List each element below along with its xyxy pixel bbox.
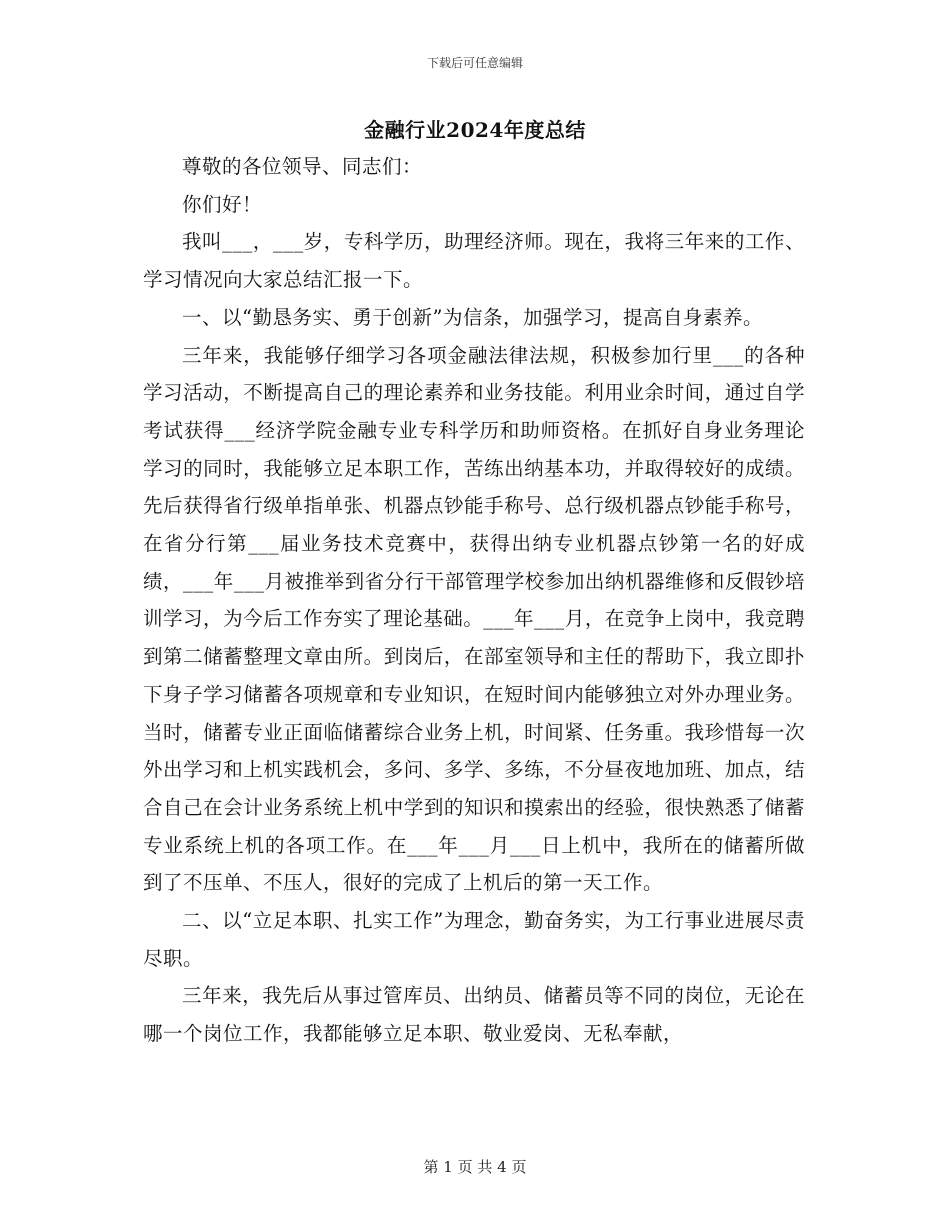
paragraph-hello: 你们好！: [182, 192, 263, 216]
paragraph-section-2: 三年来，我先后从事过管库员、出纳员、储蓄员等不同的岗位，无论在哪一个岗位工作，我都能够立足本职、敬业爱岗、无私奉献，: [143, 984, 805, 1046]
document-title: 金融行业2024年度总结: [364, 118, 586, 142]
paragraph-section-1: 三年来，我能够仔细学习各项金融法律法规，积极参加行里___的各种学习活动，不断提高自己的理论素养和业务技能。利用业余时间，通过自学考试获得___经济学院金融专业专科学历和助师资格。在抓好自身业务理论学习的同时，我能够立足本职工作，苦练出纳基本功，并取得较好的成绩。先后获得省行级单指单张、机器点钞能手称号、总行级机器点钞能手称号，在省分行第___届业务技术竞赛中，获得出纳专业机器点钞第一名的好成绩，___年___月被推举到省分行干部管理学校参加出纳机器维修和反假钞培训学习，为今后工作夯实了理论基础。___年___月，在竞争上岗中，我竞聘到第二储蓄整理文章由所。到岗后，在部室领导和主任的帮助下，我立即扑下身子学习储蓄各项规章和专业知识，在短时间内能够独立对外办理业务。当时，储蓄专业正面临储蓄综合业务上机，时间紧、任务重。我珍惜每一次外出学习和上机实践机会，多问、多学、多练，不分昼夜地加班、加点，结合自己在会计业务系统上机中学到的知识和摸索出的经验，很快熟悉了储蓄专业系统上机的各项工作。在___年___月___日上机中，我所在的储蓄所做到了不压单、不压人，很好的完成了上机后的第一天工作。: [143, 343, 805, 895]
paragraph-greeting: 尊敬的各位领导、同志们：: [182, 155, 423, 178]
header-note: 下载后可任意编辑: [426, 56, 523, 70]
page-footer: 第 1 页 共 4 页: [423, 1158, 527, 1176]
section-heading-1: 一、以“勤恳务实、勇于创新”为信条，加强学习，提高自身素养。: [182, 305, 763, 329]
document-body: [143, 148, 805, 1053]
section-heading-2: 二、以“立足本职、扎实工作”为理念，勤奋务实，为工行事业进展尽责尽职。: [143, 909, 805, 970]
paragraph-intro: 我叫___，___岁，专科学历，助理经济师。现在，我将三年来的工作、学习情况向大家总结汇报一下。: [143, 230, 805, 292]
